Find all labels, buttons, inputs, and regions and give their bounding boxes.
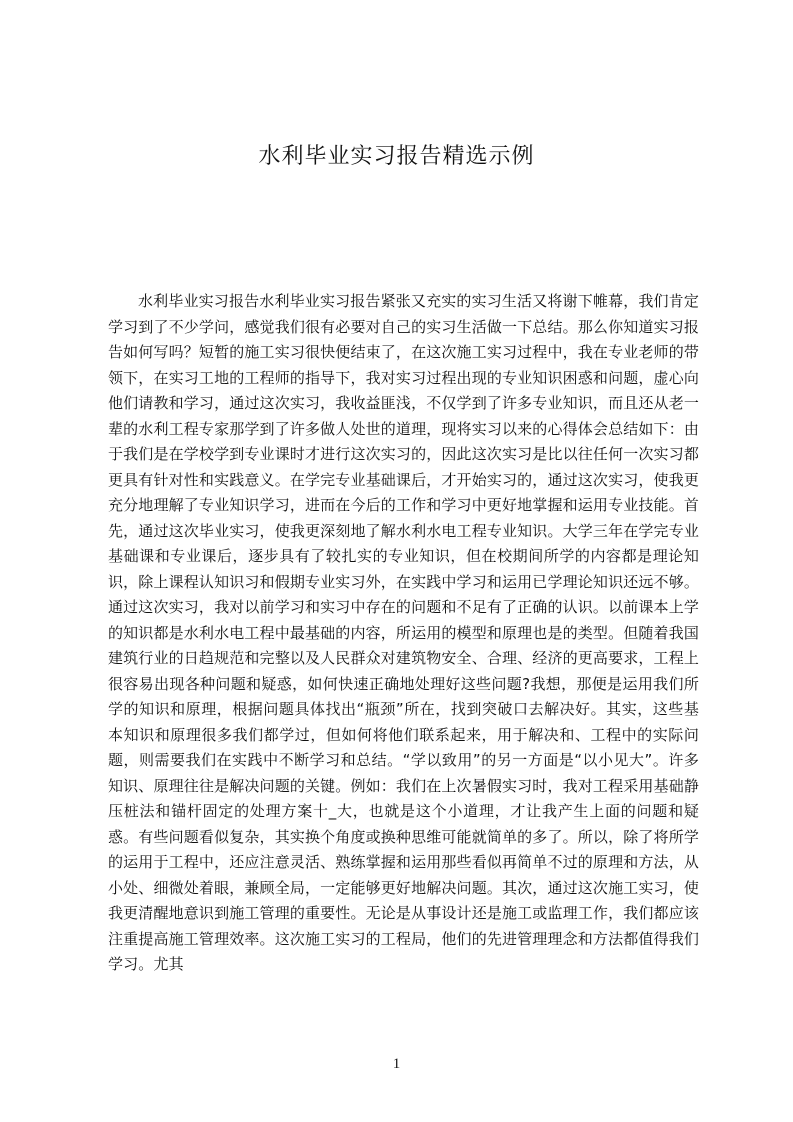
document-title: 水利毕业实习报告精选示例: [258, 144, 535, 169]
body-paragraph: 水利毕业实习报告水利毕业实习报告紧张又充实的实习生活又将谢下帷幕，我们肯定学习到了不少学问，感觉我们很有必要对自己的实习生活做一下总结。那么你知道实习报告如何写吗？短暂的施工实习很快便结束了，在这次施工实习过程中，我在专业老师的带领下，在实习工地的工程师的指导下，我对实习过程出现的专业知识困惑和问题，虚心向他们请教和学习，通过这次实习，我收益匪浅，不仅学到了许多专业知识，而且还从老一辈的水利工程专家那学到了许多做人处世的道理，现将实习以来的心得体会总结如下：由于我们是在学校学到专业课时才进行这次实习的，因此这次实习是比以往任何一次实习都更具有针对性和实践意义。在学完专业基础课后，才开始实习的，通过这次实习，使我更充分地理解了专业知识学习，进而在今后的工作和学习中更好地掌握和运用专业技能。首先，通过这次毕业实习，使我更深刻地了解水利水电工程专业知识。大学三年在学完专业基础课和专业课后，逐步具有了较扎实的专业知识，但在校期间所学的内容都是理论知识，除上课程认知识习和假期专业实习外，在实践中学习和运用已学理论知识还远不够。通过这次实习，我对以前学习和实习中存在的问题和不足有了正确的认识。以前课本上学的知识都是水利水电工程中最基础的内容，所运用的模型和原理也是的类型。但随着我国建筑行业的日趋规范和完整以及人民群众对建筑物安全、合理、经济的更高要求，工程上很容易出现各种问题和疑惑，如何快速正确地处理好这些问题?我想，那便是运用我们所学的知识和原理，根据问题具体找出“瓶颈”所在，找到突破口去解决好。其实，这些基本知识和原理很多我们都学过，但如何将他们联系起来，用于解决和、工程中的实际问题，则需要我们在实践中不断学习和总结。“学以致用”的另一方面是“以小见大”。许多知识、原理往往是解决问题的关键。例如：我们在上次暑假实习时，我对工程采用基础静压桩法和锚杆固定的处理方案十_大，也就是这个小道理，才让我产生上面的问题和疑惑。有些问题看似复杂，其实换个角度或换种思维可能就简单的多了。所以，除了将所学的运用于工程中，还应注意灵活、熟练掌握和运用那些看似再简单不过的原理和方法，从小处、细微处着眼，兼顾全局，一定能够更好地解决问题。其次，通过这次施工实习，使我更清醒地意识到施工管理的重要性。无论是从事设计还是施工或监理工作，我们都应该注重提高施工管理效率。这次施工实习的工程局，他们的先进管理理念和方法都值得我们学习。尤其: [108, 292, 699, 973]
page-number: 1: [392, 1056, 401, 1072]
